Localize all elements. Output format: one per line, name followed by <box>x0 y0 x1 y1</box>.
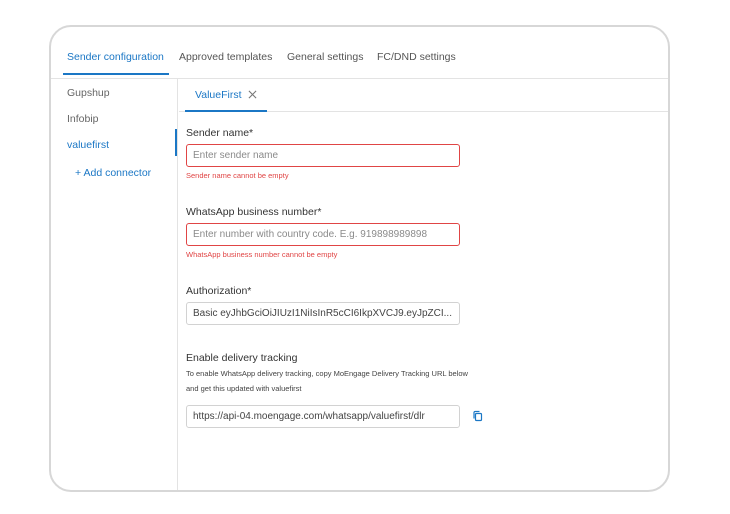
sender-name-placeholder: Enter sender name <box>193 150 279 161</box>
sender-name-label: Sender name* <box>186 127 254 139</box>
sender-name-error: Sender name cannot be empty <box>186 171 289 180</box>
authorization-label: Authorization* <box>186 285 252 297</box>
connector-tab-label: ValueFirst <box>195 88 242 101</box>
delivery-tracking-helper-line1: To enable WhatsApp delivery tracking, copy MoEngage Delivery Tracking URL below <box>186 369 468 378</box>
add-connector-button[interactable]: + Add connector <box>75 167 152 179</box>
whatsapp-number-input[interactable] <box>186 223 460 246</box>
tab-sender-configuration[interactable]: Sender configuration <box>67 51 164 63</box>
authorization-value: Basic eyJhbGciOiJIUzI1NiIsInR5cCI6IkpXVCJ9.eyJpZCI... <box>193 308 452 319</box>
delivery-tracking-helper <box>186 366 526 396</box>
sender-name-input[interactable] <box>186 144 460 167</box>
sidebar-item-valuefirst[interactable]: valuefirst <box>67 139 110 151</box>
connector-sidebar <box>51 79 178 492</box>
settings-tabs <box>51 27 668 79</box>
sidebar-item-gupshup[interactable]: Gupshup <box>67 87 110 99</box>
connector-tabs <box>179 79 670 112</box>
authorization-input[interactable] <box>186 302 460 325</box>
close-icon[interactable] <box>248 90 257 99</box>
tab-valuefirst[interactable] <box>185 79 267 112</box>
delivery-tracking-helper-line2: and get this updated with valuefirst <box>186 384 302 393</box>
tab-general-settings[interactable]: General settings <box>287 51 364 63</box>
whatsapp-number-error: WhatsApp business number cannot be empty <box>186 250 338 259</box>
delivery-tracking-label: Enable delivery tracking <box>186 352 298 364</box>
delivery-tracking-url-field[interactable] <box>186 405 460 428</box>
settings-panel <box>49 25 670 492</box>
sidebar-item-infobip[interactable]: Infobip <box>67 113 99 125</box>
sidebar-active-indicator <box>175 129 177 156</box>
delivery-tracking-url: https://api-04.moengage.com/whatsapp/valuefirst/dlr <box>193 411 425 422</box>
tab-fc-dnd-settings[interactable]: FC/DND settings <box>377 51 456 63</box>
whatsapp-number-label: WhatsApp business number* <box>186 206 322 218</box>
copy-icon[interactable] <box>472 410 484 422</box>
active-tab-indicator <box>63 73 169 75</box>
whatsapp-number-placeholder: Enter number with country code. E.g. 919898989898 <box>193 229 428 240</box>
tab-approved-templates[interactable]: Approved templates <box>179 51 273 63</box>
